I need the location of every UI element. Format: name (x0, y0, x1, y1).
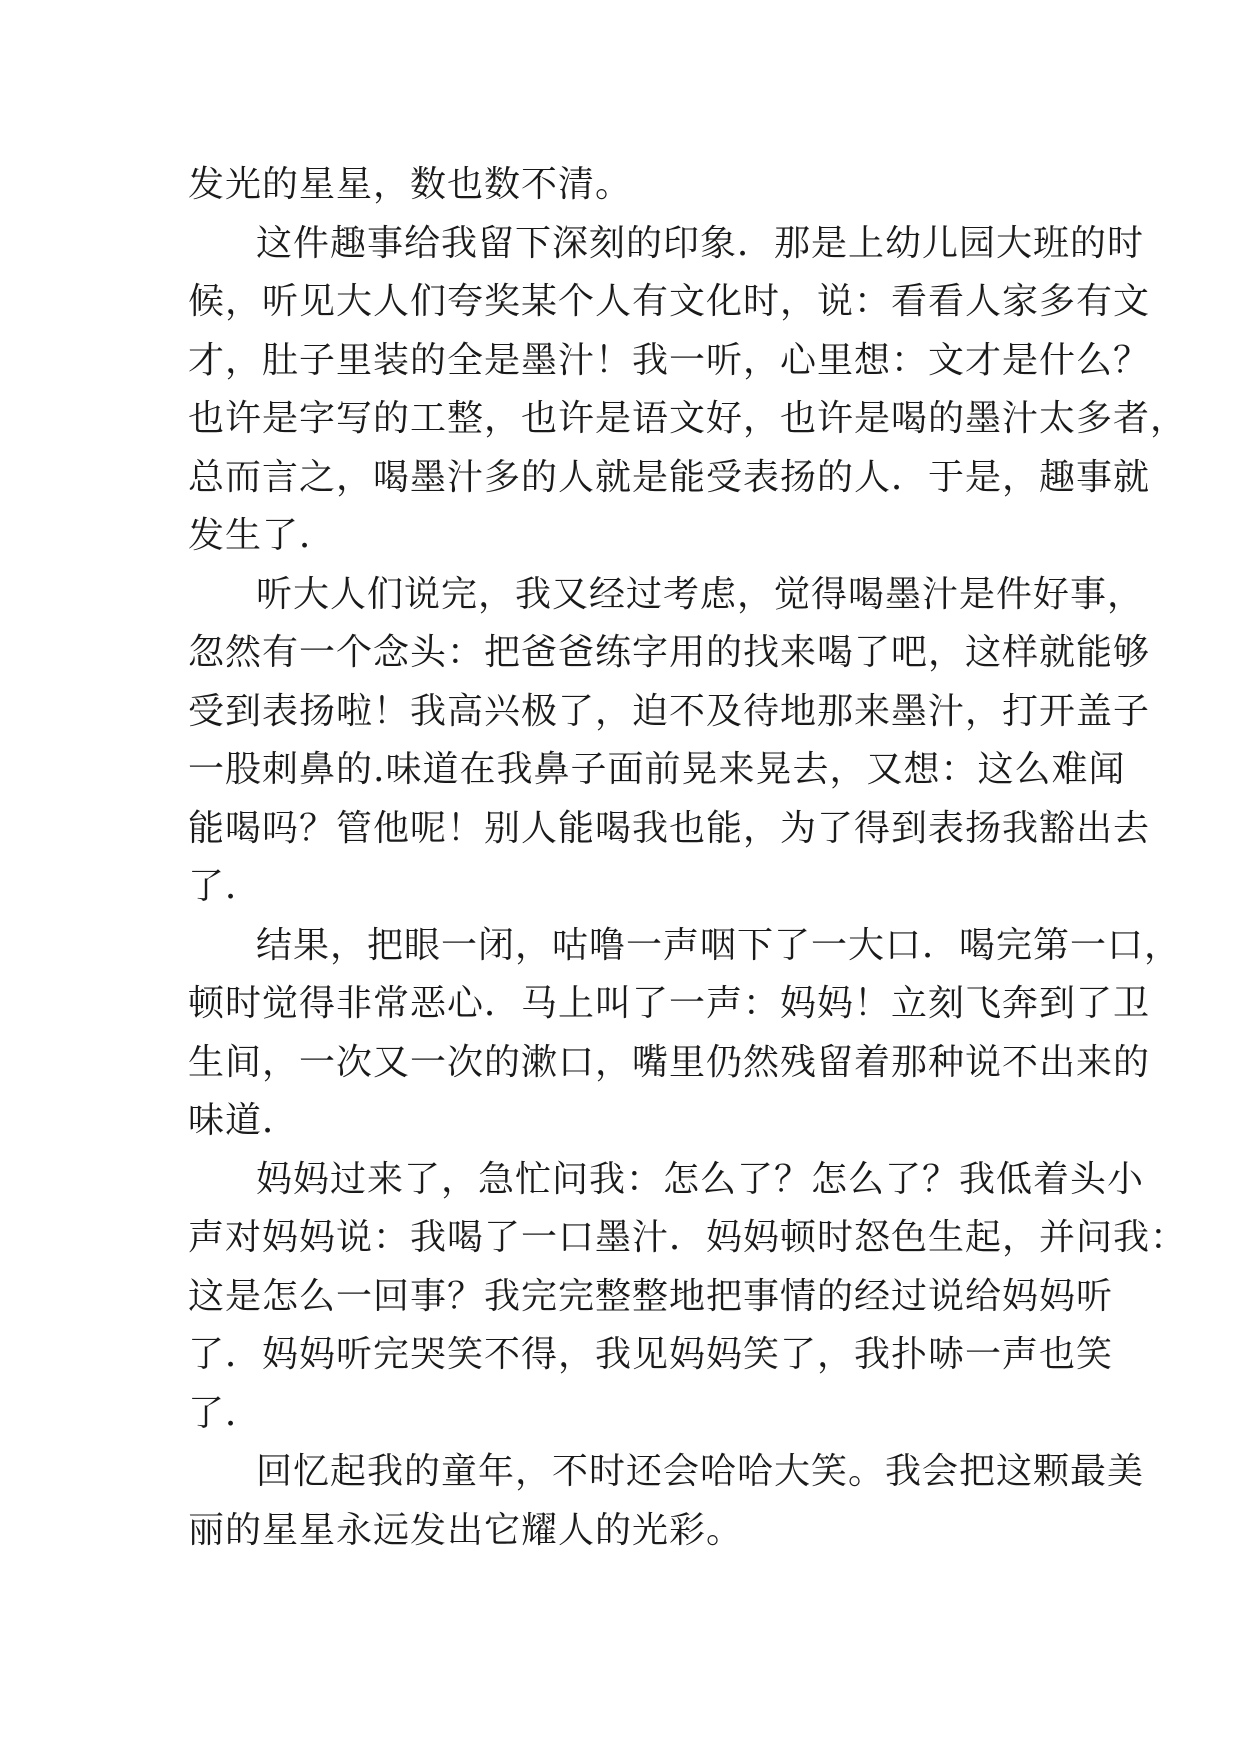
text-line: 也许是字写的工整，也许是语文好，也许是喝的墨汁太多者， (188, 398, 1188, 439)
text-line: 结果，把眼一闭，咕噜一声咽下了一大口．喝完第一口， (256, 924, 1182, 966)
text-line: 忽然有一个念头：把爸爸练字用的找来喝了吧，这样就能够 (188, 632, 1151, 673)
text-line: 发光的星星，数也数不清。 (188, 164, 633, 205)
text-line: 回忆起我的童年，不时还会哈哈大笑。我会把这颗最美 (256, 1451, 1145, 1492)
text-line: 发生了． (188, 515, 337, 556)
text-line: 生间，一次又一次的漱口，嘴里仍然残留着那种说不出来的 (188, 1041, 1151, 1083)
text-line: 一股刺鼻的.味道在我鼻子面前晃来晃去，又想：这么难闻 (188, 749, 1126, 790)
text-line: 丽的星星永远发出它耀人的光彩。 (188, 1509, 744, 1551)
text-line: 才，肚子里装的全是墨汁！我一听，心里想：文才是什么？ (188, 339, 1151, 381)
text-line: 候，听见大人们夸奖某个人有文化时，说：看看人家多有文 (188, 281, 1151, 322)
text-line: 能喝吗？管他呢！别人能喝我也能，为了得到表扬我豁出去 (188, 807, 1151, 849)
text-line: 受到表扬啦！我高兴极了，迫不及待地那来墨汁，打开盖子 (188, 690, 1151, 732)
text-line: 味道． (188, 1100, 300, 1141)
text-line: 声对妈妈说：我喝了一口墨汁．妈妈顿时怒色生起，并问我： (188, 1217, 1188, 1258)
text-line: 了． (188, 866, 263, 907)
text-line: 这件趣事给我留下深刻的印象．那是上幼儿园大班的时 (256, 222, 1145, 264)
text-line: 了． (188, 1392, 263, 1434)
text-line: 顿时觉得非常恶心．马上叫了一声：妈妈！立刻飞奔到了卫 (188, 983, 1151, 1024)
text-line: 听大人们说完，我又经过考虑，觉得喝墨汁是件好事， (256, 573, 1145, 615)
text-line: 总而言之，喝墨汁多的人就是能受表扬的人．于是，趣事就 (188, 456, 1151, 498)
text-line: 妈妈过来了，急忙问我：怎么了？怎么了？我低着头小 (256, 1158, 1145, 1200)
text-line: 这是怎么一回事？我完完整整地把事情的经过说给妈妈听 (188, 1275, 1114, 1317)
text-line: 了．妈妈听完哭笑不得，我见妈妈笑了，我扑哧一声也笑 (188, 1334, 1114, 1375)
document-body (188, 156, 1188, 1560)
